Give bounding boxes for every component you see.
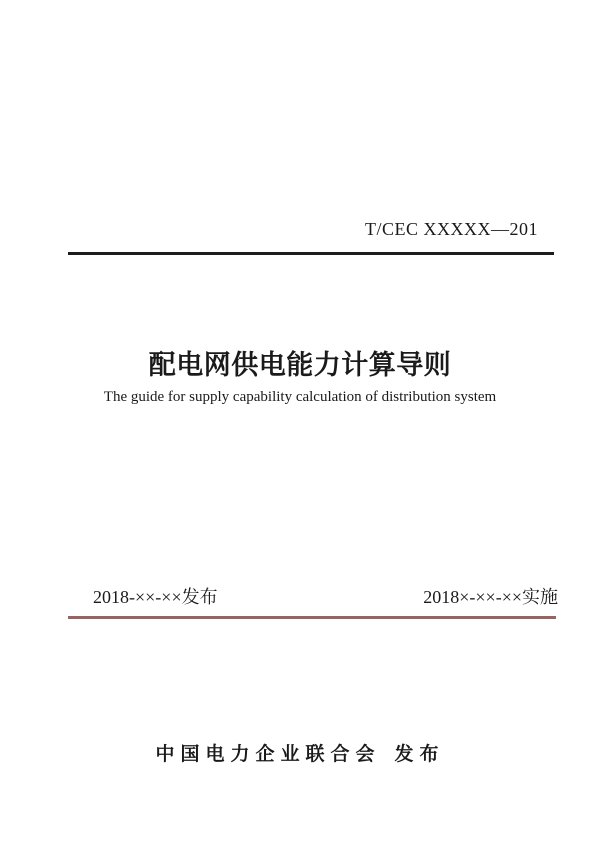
document-title-chinese: 配电网供电能力计算导则 [148,350,452,380]
document-title-english: The guide for supply capability calculation of distribution system [103,389,497,405]
footer-rule [68,616,556,619]
dates-row [93,583,558,609]
header-rule [68,252,554,255]
standard-code: T/CEC XXXXX—201 [365,219,538,239]
publisher-name: 中国电力企业联合会 [155,744,381,765]
publisher-action: 发布 [394,744,445,765]
implement-date: 2018×-××-××实施 [423,587,558,607]
issue-date: 2018-××-××发布 [93,587,218,607]
publisher-row [0,739,600,766]
